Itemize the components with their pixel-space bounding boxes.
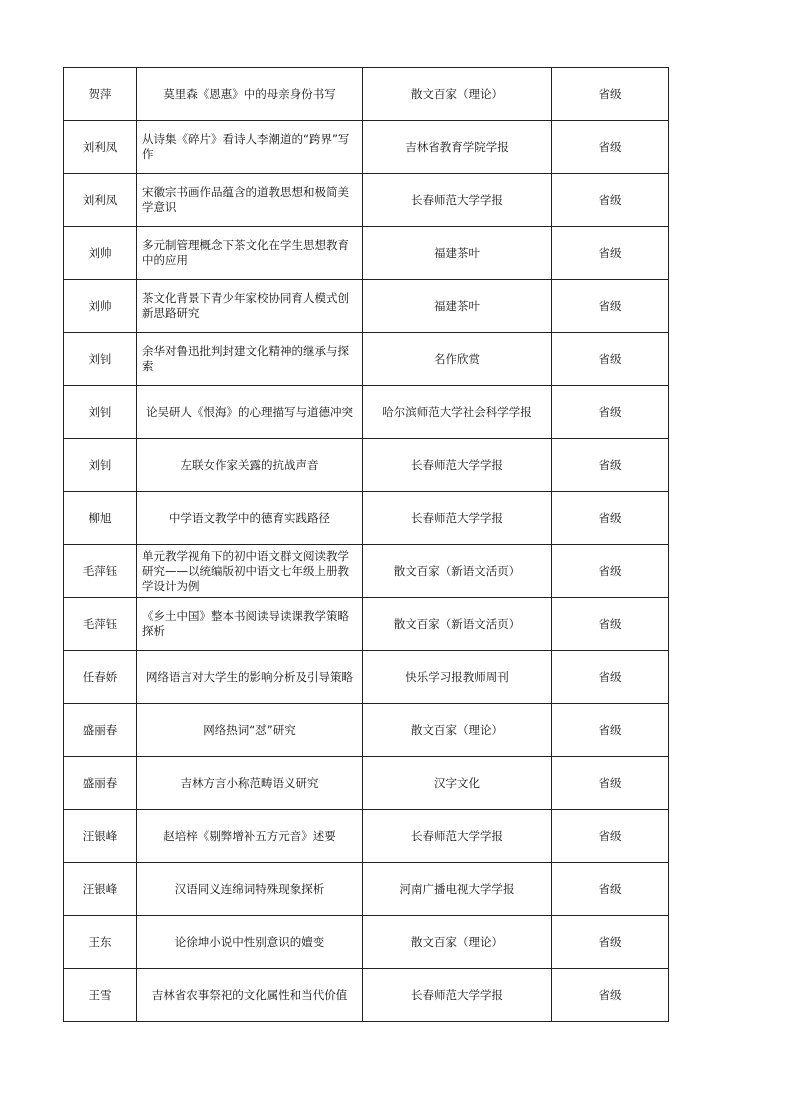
journal-cell: 长春师范大学学报 xyxy=(363,439,552,492)
author-cell: 刘钊 xyxy=(64,386,137,439)
title-cell: 余华对鲁迅批判封建文化精神的继承与探索 xyxy=(137,333,363,386)
table-row xyxy=(64,121,669,174)
author-cell: 任春娇 xyxy=(64,651,137,704)
table-row xyxy=(64,916,669,969)
table-row xyxy=(64,969,669,1022)
title-cell: 网络语言对大学生的影响分析及引导策略 xyxy=(137,651,363,704)
level-cell: 省级 xyxy=(552,174,669,227)
title-cell: 宋徽宗书画作品蕴含的道教思想和极简美学意识 xyxy=(137,174,363,227)
author-cell: 毛萍钰 xyxy=(64,598,137,651)
journal-cell: 散文百家（理论） xyxy=(363,916,552,969)
title-cell: 左联女作家关露的抗战声音 xyxy=(137,439,363,492)
journal-cell: 河南广播电视大学学报 xyxy=(363,863,552,916)
author-cell: 刘钊 xyxy=(64,333,137,386)
title-cell: 吉林省农事祭祀的文化属性和当代价值 xyxy=(137,969,363,1022)
author-cell: 柳旭 xyxy=(64,492,137,545)
title-cell: 汉语同义连绵词特殊现象探析 xyxy=(137,863,363,916)
table-row xyxy=(64,68,669,121)
level-cell: 省级 xyxy=(552,810,669,863)
level-cell: 省级 xyxy=(552,545,669,598)
journal-cell: 快乐学习报教师周刊 xyxy=(363,651,552,704)
level-cell: 省级 xyxy=(552,598,669,651)
level-cell: 省级 xyxy=(552,916,669,969)
author-cell: 刘利凤 xyxy=(64,121,137,174)
author-cell: 贺萍 xyxy=(64,68,137,121)
author-cell: 汪银峰 xyxy=(64,863,137,916)
table-row xyxy=(64,810,669,863)
title-cell: 多元制管理概念下茶文化在学生思想教育中的应用 xyxy=(137,227,363,280)
journal-cell: 长春师范大学学报 xyxy=(363,492,552,545)
author-cell: 毛萍钰 xyxy=(64,545,137,598)
title-cell: 赵培梓《剔弊增补五方元音》述要 xyxy=(137,810,363,863)
level-cell: 省级 xyxy=(552,280,669,333)
journal-cell: 散文百家（理论） xyxy=(363,704,552,757)
journal-cell: 福建茶叶 xyxy=(363,280,552,333)
table-row xyxy=(64,598,669,651)
level-cell: 省级 xyxy=(552,704,669,757)
table-row xyxy=(64,492,669,545)
level-cell: 省级 xyxy=(552,386,669,439)
journal-cell: 散文百家（新语文活页） xyxy=(363,545,552,598)
title-cell: 从诗集《碎片》看诗人李潮道的“跨界”写作 xyxy=(137,121,363,174)
title-cell: 网络热词“怼”研究 xyxy=(137,704,363,757)
table-row xyxy=(64,174,669,227)
level-cell: 省级 xyxy=(552,121,669,174)
author-cell: 刘帅 xyxy=(64,280,137,333)
title-cell: 莫里森《恩惠》中的母亲身份书写 xyxy=(137,68,363,121)
table-row xyxy=(64,545,669,598)
author-cell: 王雪 xyxy=(64,969,137,1022)
title-cell: 茶文化背景下青少年家校协同育人模式创新思路研究 xyxy=(137,280,363,333)
author-cell: 盛丽春 xyxy=(64,757,137,810)
level-cell: 省级 xyxy=(552,651,669,704)
journal-cell: 长春师范大学学报 xyxy=(363,174,552,227)
journal-cell: 长春师范大学学报 xyxy=(363,810,552,863)
level-cell: 省级 xyxy=(552,757,669,810)
table-row xyxy=(64,704,669,757)
level-cell: 省级 xyxy=(552,333,669,386)
journal-cell: 汉字文化 xyxy=(363,757,552,810)
level-cell: 省级 xyxy=(552,227,669,280)
title-cell: 《乡土中国》整本书阅读导读课教学策略探析 xyxy=(137,598,363,651)
journal-cell: 长春师范大学学报 xyxy=(363,969,552,1022)
author-cell: 刘帅 xyxy=(64,227,137,280)
author-cell: 汪银峰 xyxy=(64,810,137,863)
journal-cell: 哈尔滨师范大学社会科学学报 xyxy=(363,386,552,439)
level-cell: 省级 xyxy=(552,969,669,1022)
title-cell: 论徐坤小说中性别意识的嬗变 xyxy=(137,916,363,969)
table-row xyxy=(64,227,669,280)
journal-cell: 散文百家（理论） xyxy=(363,68,552,121)
journal-cell: 名作欣赏 xyxy=(363,333,552,386)
author-cell: 刘钊 xyxy=(64,439,137,492)
publication-table-body xyxy=(64,68,669,1022)
journal-cell: 福建茶叶 xyxy=(363,227,552,280)
journal-cell: 散文百家（新语文活页） xyxy=(363,598,552,651)
level-cell: 省级 xyxy=(552,863,669,916)
title-cell: 吉林方言小称范畴语义研究 xyxy=(137,757,363,810)
title-cell: 中学语文教学中的德育实践路径 xyxy=(137,492,363,545)
author-cell: 王东 xyxy=(64,916,137,969)
title-cell: 单元教学视角下的初中语文群文阅读教学研究——以统编版初中语文七年级上册教学设计为例 xyxy=(137,545,363,598)
level-cell: 省级 xyxy=(552,439,669,492)
table-row xyxy=(64,757,669,810)
table-row xyxy=(64,439,669,492)
title-cell: 论吴研人《恨海》的心理描写与道德冲突 xyxy=(137,386,363,439)
table-row xyxy=(64,863,669,916)
table-row xyxy=(64,386,669,439)
table-row xyxy=(64,651,669,704)
level-cell: 省级 xyxy=(552,68,669,121)
author-cell: 盛丽春 xyxy=(64,704,137,757)
publication-table xyxy=(63,67,669,1022)
level-cell: 省级 xyxy=(552,492,669,545)
author-cell: 刘利凤 xyxy=(64,174,137,227)
table-row xyxy=(64,280,669,333)
table-row xyxy=(64,333,669,386)
journal-cell: 吉林省教育学院学报 xyxy=(363,121,552,174)
